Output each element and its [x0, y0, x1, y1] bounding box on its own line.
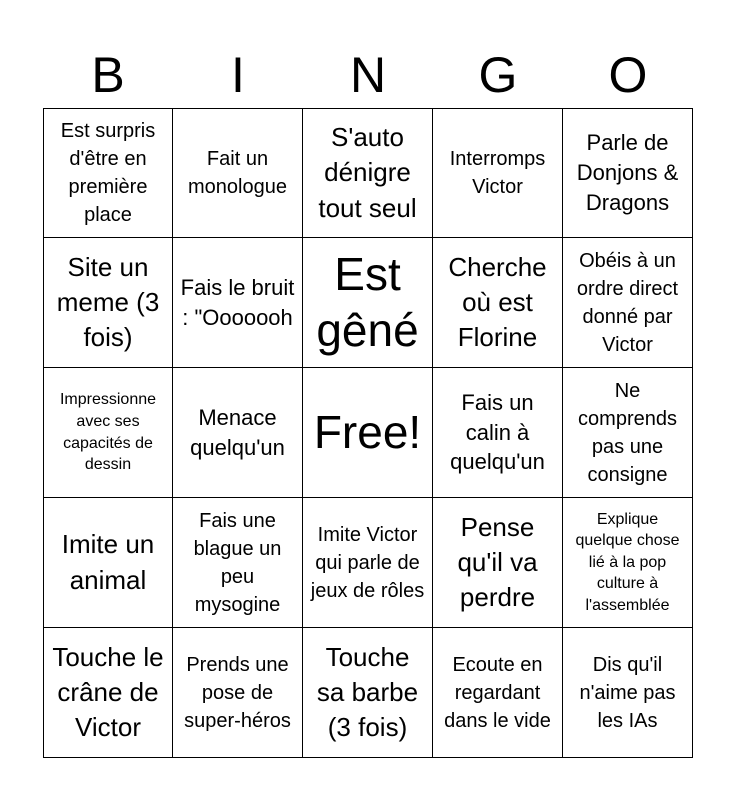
bingo-cell[interactable]: Interromps Victor	[433, 108, 563, 238]
header-letter-b: B	[91, 47, 125, 103]
bingo-cell[interactable]: Fait un monologue	[173, 108, 303, 238]
bingo-cell[interactable]: Explique quelque chose lié à la pop culture à l'assemblée	[563, 498, 693, 628]
bingo-cell[interactable]: Touche sa barbe (3 fois)	[303, 628, 433, 758]
bingo-cell[interactable]: Imite un animal	[43, 498, 173, 628]
bingo-cell[interactable]: Impressionne avec ses capacités de dessin	[43, 368, 173, 498]
bingo-cell[interactable]: Parle de Donjons & Dragons	[563, 108, 693, 238]
bingo-header	[43, 42, 693, 108]
free-space-cell[interactable]: Free!	[303, 368, 433, 498]
bingo-cell[interactable]: Pense qu'il va perdre	[433, 498, 563, 628]
bingo-board	[43, 108, 693, 758]
bingo-cell[interactable]: Est surpris d'être en première place	[43, 108, 173, 238]
bingo-cell[interactable]: Site un meme (3 fois)	[43, 238, 173, 368]
bingo-cell[interactable]: Dis qu'il n'aime pas les IAs	[563, 628, 693, 758]
bingo-cell[interactable]: Fais le bruit : "Ooooooh	[173, 238, 303, 368]
bingo-cell[interactable]: Touche le crâne de Victor	[43, 628, 173, 758]
bingo-cell[interactable]: Cherche où est Florine	[433, 238, 563, 368]
bingo-cell[interactable]: Prends une pose de super-héros	[173, 628, 303, 758]
bingo-cell[interactable]: Ne comprends pas une consigne	[563, 368, 693, 498]
bingo-cell[interactable]: Fais une blague un peu mysogine	[173, 498, 303, 628]
bingo-cell[interactable]: Obéis à un ordre direct donné par Victor	[563, 238, 693, 368]
bingo-cell[interactable]: Imite Victor qui parle de jeux de rôles	[303, 498, 433, 628]
bingo-cell[interactable]: Est gêné	[303, 238, 433, 368]
bingo-cell[interactable]: Menace quelqu'un	[173, 368, 303, 498]
header-letter-o: O	[608, 47, 648, 103]
bingo-cell[interactable]: Fais un calin à quelqu'un	[433, 368, 563, 498]
header-letter-n: N	[349, 47, 387, 103]
bingo-cell[interactable]: S'auto dénigre tout seul	[303, 108, 433, 238]
bingo-cell[interactable]: Ecoute en regardant dans le vide	[433, 628, 563, 758]
header-letter-i: I	[231, 47, 245, 103]
header-letter-g: G	[478, 47, 518, 103]
